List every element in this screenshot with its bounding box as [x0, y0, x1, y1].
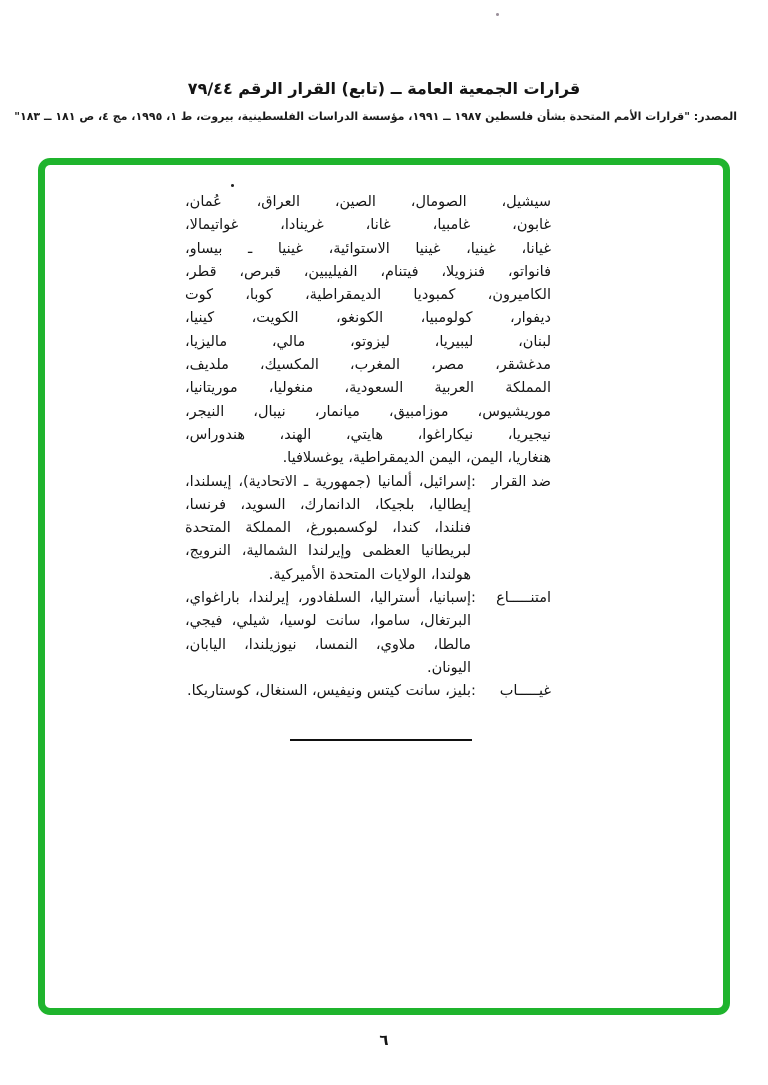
country-list-line: فانواتو، فنزويلا، فيتنام، الفيليبين، قبرص، قطر، [185, 263, 551, 280]
abstention-first-line [185, 587, 551, 610]
country-list-line: هولندا، الولايات المتحدة الأميركية. [268, 566, 471, 583]
absent-label-box [471, 680, 551, 703]
abstention-label: امتنـــــاع [496, 590, 551, 607]
country-list-line: المملكة العربية السعودية، منغوليا، موريتانيا، [185, 380, 551, 397]
country-list-line: لبريطانيا العظمى وإيرلندا الشمالية، النرويج، [185, 543, 471, 560]
country-list-line: البرتغال، ساموا، سانت لوسيا، شيلي، فيجي، [185, 613, 471, 630]
country-list-line: موريشيوس، موزامبيق، ميانمار، نيبال، النيجر، [185, 403, 551, 420]
source-citation: المصدر: "قرارات الأمم المتحدة بشأن فلسطين ١٩٨٧ ــ ١٩٩١، مؤسسة الدراسات الفلسطينية، بيروت، ط ١، ١٩٩٥، مج ٤، ص ١٨١ ــ ١٨٣" [14, 110, 737, 123]
country-list-line: إسبانيا، أستراليا، السلفادور، إيرلندا، باراغواي، [185, 590, 471, 607]
country-list-line: مالطا، ملاوي، النمسا، نيوزيلندا، اليابان، [185, 636, 471, 653]
country-list-line: لبنان، ليبيريا، ليزوتو، مالي، ماليزيا، [185, 333, 551, 350]
vote-record-column [185, 191, 551, 704]
country-list-line: اليونان. [426, 659, 471, 676]
country-list-line: غابون، غامبيا، غانا، غرينادا، غواتيمالا، [185, 217, 551, 234]
country-list-line: مدغشقر، مصر، المغرب، المكسيك، ملديف، [185, 357, 551, 374]
page-title: قرارات الجمعية العامة ــ (تابع) القرار الرقم ٧٩/٤٤ [187, 79, 581, 98]
country-list-line: بليز، سانت كيتس ونيفيس، السنغال، كوستاريكا. [186, 683, 471, 700]
abstention-label-box [471, 587, 551, 610]
country-list-line: سيشيل، الصومال، الصين، العراق، عُمان، [185, 194, 551, 210]
section-end-rule [290, 739, 472, 741]
country-list-line: غيانا، غينيا، غينيا الاستوائية، غينيا ـ بيساو، [185, 240, 551, 257]
abstention-colon: : [471, 590, 476, 607]
in-favor-continuation [185, 191, 551, 471]
absent-label: غيـــــاب [499, 683, 551, 700]
scan-speck-top [496, 13, 499, 16]
against-colon: : [471, 473, 476, 490]
absent-first-line [185, 680, 551, 703]
country-list-line: هنغاريا، اليمن، اليمن الديمقراطية، يوغسلافيا. [282, 450, 551, 467]
country-list-line: إسرائيل، ألمانيا (جمهورية ـ الاتحادية)، إيسلندا، [185, 473, 471, 490]
scan-speck-body [231, 184, 234, 187]
against-section [185, 471, 551, 587]
against-label: ضد القرار [491, 473, 551, 490]
against-first-line [185, 471, 551, 494]
absent-colon: : [471, 683, 476, 700]
country-list-line: ديفوار، كولومبيا، الكونغو، الكويت، كينيا، [185, 310, 551, 327]
page-number: ٦ [379, 1031, 389, 1049]
country-list-line: نيجيريا، نيكاراغوا، هايتي، الهند، هندوراس، [185, 426, 551, 443]
against-label-box [471, 471, 551, 494]
country-list-line: الكاميرون، كمبوديا الديمقراطية، كوبا، كوت [185, 287, 551, 304]
absent-section [185, 680, 551, 703]
country-list-line: إيطاليا، بلجيكا، الدانمارك، السويد، فرنسا، [185, 496, 471, 513]
abstention-section [185, 587, 551, 680]
country-list-line: فنلندا، كندا، لوكسمبورغ، المملكة المتحدة [185, 520, 471, 537]
